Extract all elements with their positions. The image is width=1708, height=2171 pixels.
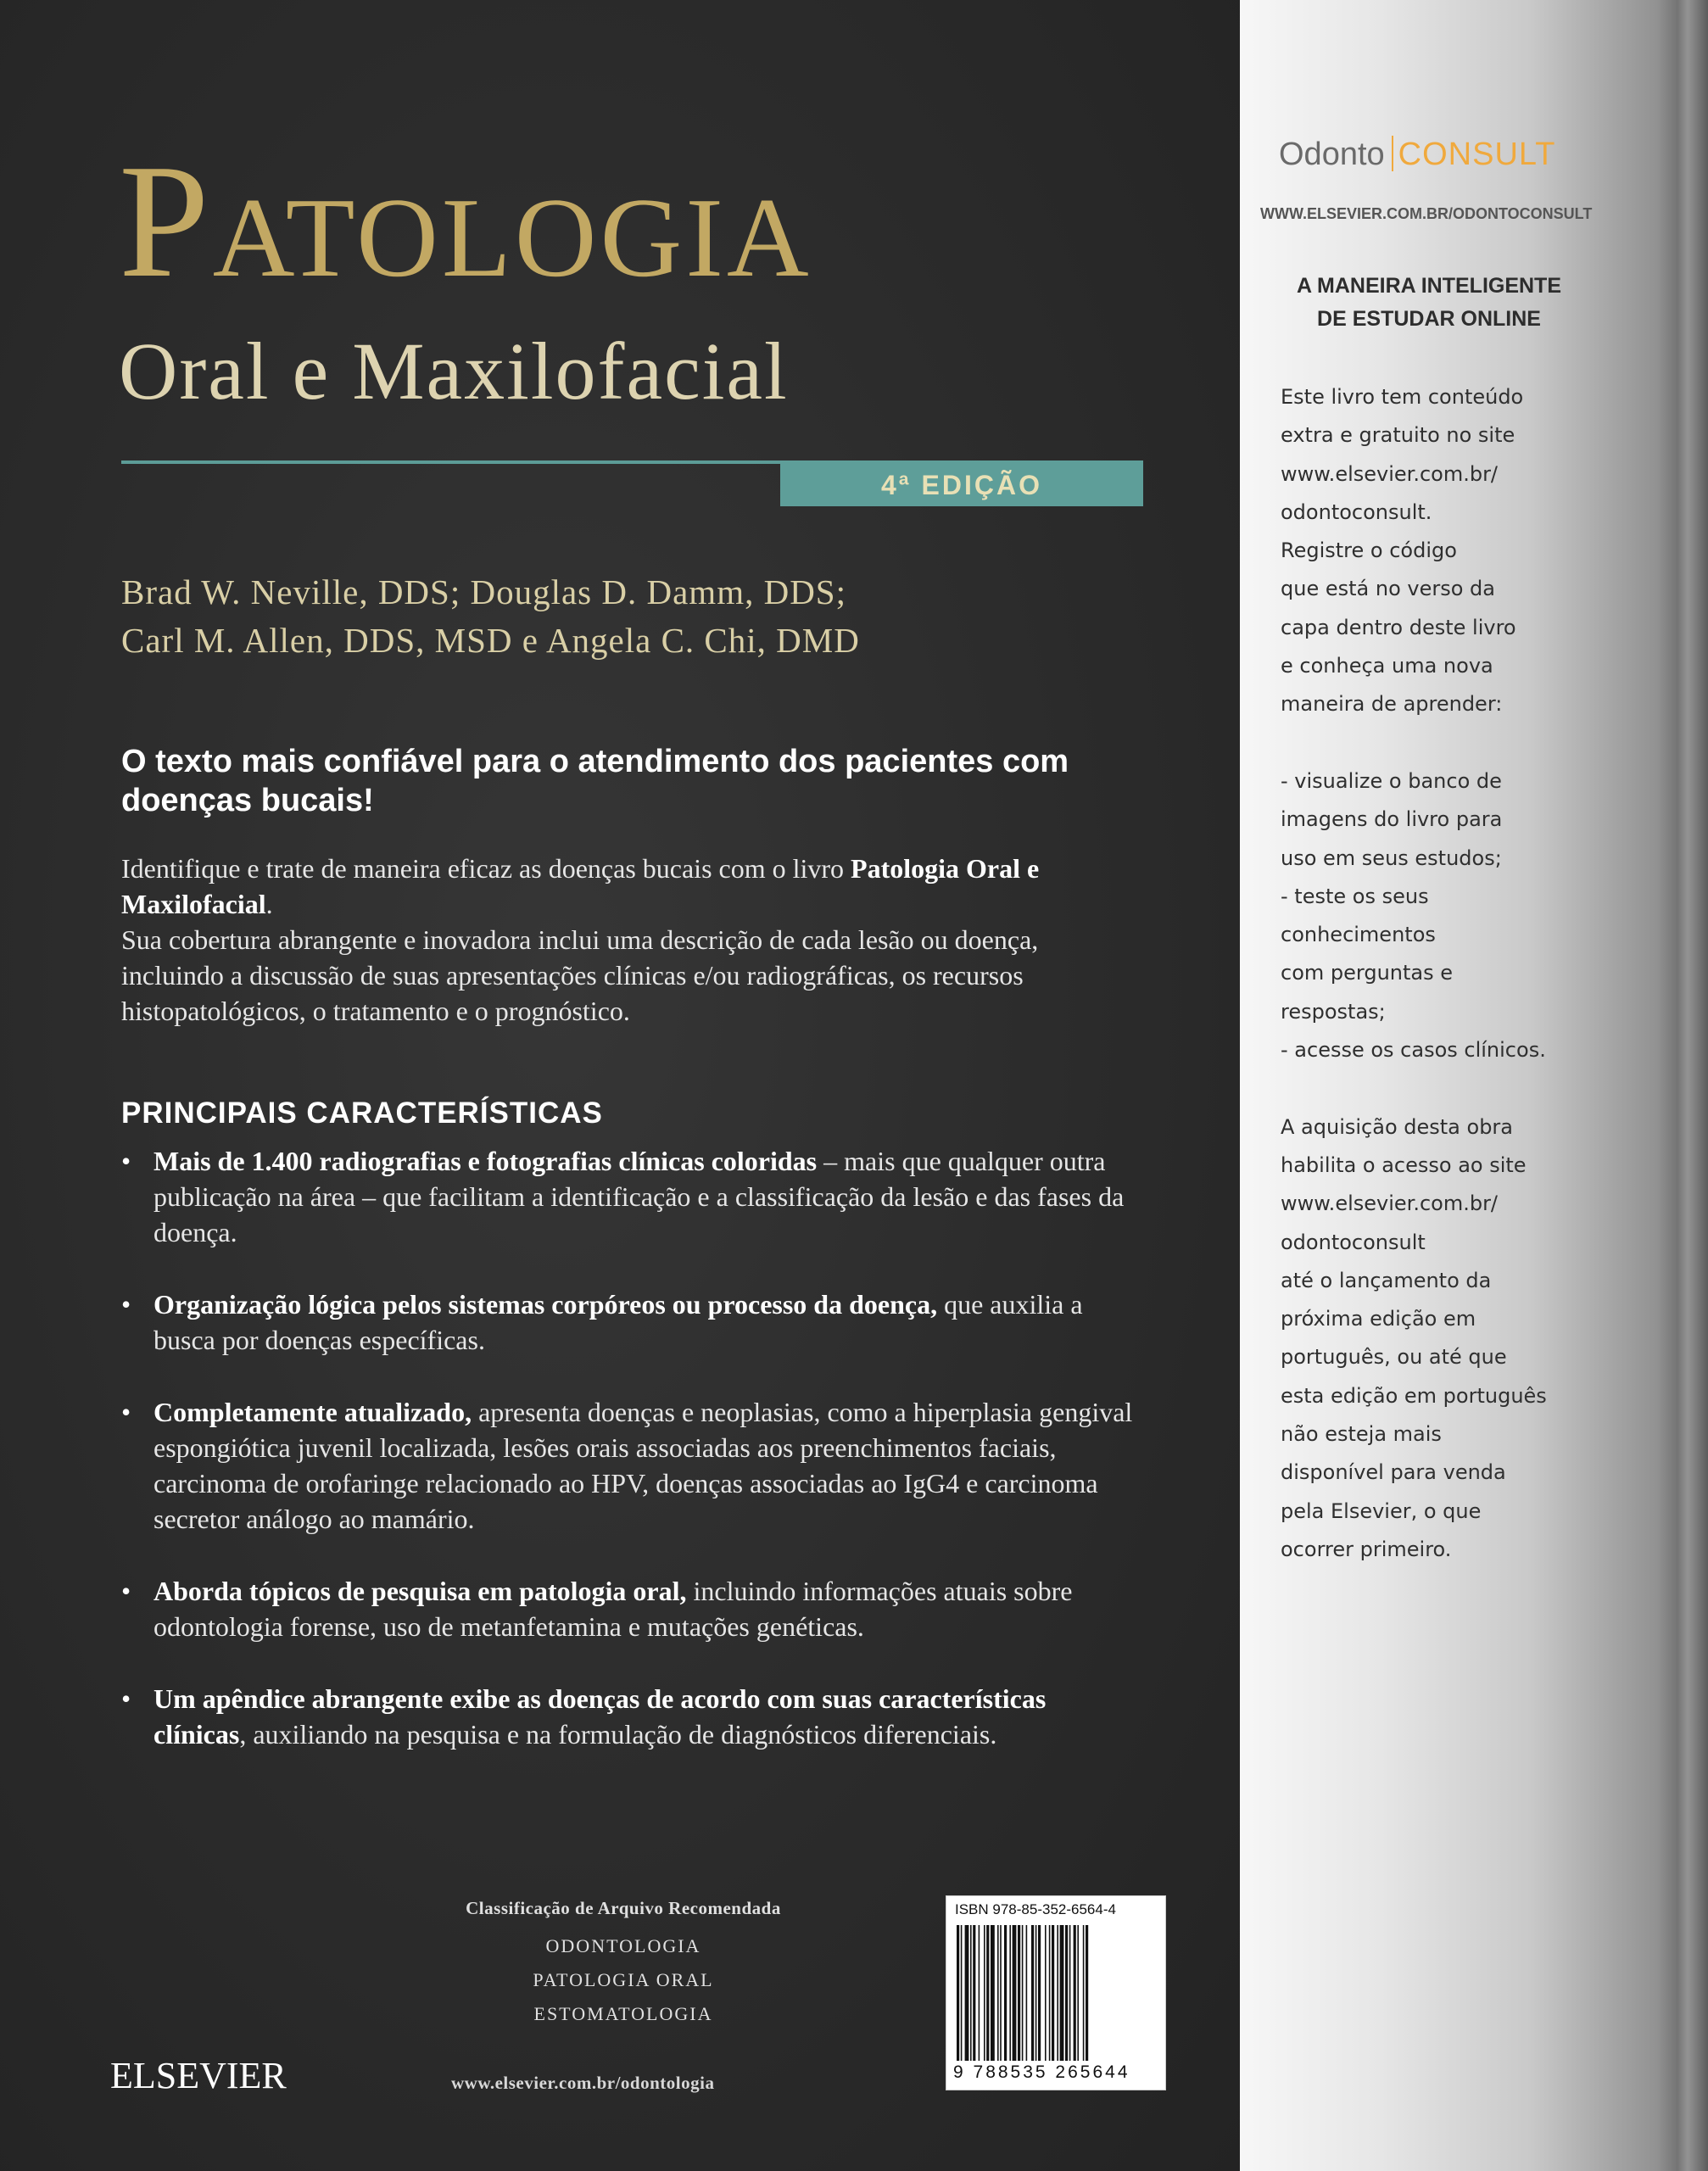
bullet: • <box>121 1397 131 1427</box>
barcode-number: 9 788535 265644 <box>953 2062 1130 2082</box>
barcode-bar <box>1038 1925 1041 2061</box>
feature-bold: Um apêndice abrangente exibe as doenças de acordo com suas características clínicas <box>153 1683 1047 1750</box>
barcode-bar <box>1018 1925 1020 2061</box>
isbn-label: ISBN 978-85-352-6564-4 <box>955 1901 1116 1917</box>
side-text-line: uso em seus estudos; <box>1281 846 1502 870</box>
barcode-bar <box>970 1925 972 2061</box>
side-text-line: português, ou até que <box>1281 1345 1507 1370</box>
barcode-bar <box>1026 1925 1028 2061</box>
side-text-line: odontoconsult <box>1281 1230 1426 1254</box>
brand-consult: CONSULT <box>1398 137 1556 172</box>
side-text-line: ocorrer primeiro. <box>1281 1537 1452 1561</box>
barcode-bar <box>1031 1925 1034 2061</box>
feature-item <box>121 1394 1139 1537</box>
side-text-line: Registre o código <box>1281 539 1457 563</box>
side-text-line: pela Elsevier, o que <box>1281 1498 1482 1523</box>
feature-text: incluindo informações atuais sobre odontologia forense, uso de metanfetamina e mutações genéticas. <box>153 1576 1073 1642</box>
barcode-bar <box>965 1925 969 2061</box>
barcode-bar <box>986 1925 989 2061</box>
feature-text: que auxilia a busca por doenças específicas. <box>153 1289 1083 1355</box>
brand-divider <box>1392 136 1393 171</box>
side-text-line: extra e gratuito no site <box>1281 423 1515 448</box>
bullet: • <box>121 1146 131 1176</box>
feature-bold: Mais de 1.400 radiografias e fotografias clínicas coloridas <box>153 1146 818 1176</box>
book-name-bold: Patologia Oral e Maxilofacial <box>121 853 1040 919</box>
barcode-bar <box>973 1925 975 2061</box>
barcode-bar <box>1077 1925 1079 2061</box>
feature-item <box>121 1143 1139 1250</box>
side-text-line: com perguntas e <box>1281 961 1454 985</box>
barcode-bar <box>1060 1925 1064 2061</box>
authors-line: Carl M. Allen, DDS, MSD e Angela C. Chi, DMD <box>121 621 860 660</box>
feature-bold: Aborda tópicos de pesquisa em patologia oral, <box>153 1576 687 1606</box>
feature-text: – mais que qualquer outra publicação na área – que facilitam a identificação e a classificação da lesão e das fases da doença. <box>153 1146 1125 1247</box>
side-text-line: até o lançamento da <box>1281 1268 1492 1292</box>
side-text-line: odontoconsult. <box>1281 499 1432 524</box>
feature-text: apresenta doenças e neoplasias, como a hiperplasia gengival espongiótica juvenil localizada, lesões orais associadas aos preenchimentos faciais, carcinoma de orofaringe relacionado ao HPV, doenças associadas ao IgG4 e carcinoma secretor análogo ao mamário. <box>153 1397 1133 1534</box>
side-text-line: habilita o acesso ao site <box>1281 1152 1527 1177</box>
description-text: Identifique e trate de maneira eficaz as doenças bucais com o livro <box>121 853 851 884</box>
side-text-line: respostas; <box>1281 999 1386 1024</box>
authors-line: Brad W. Neville, DDS; Douglas D. Damm, DDS; <box>121 572 846 611</box>
feature-item <box>121 1681 1139 1752</box>
feature-item <box>121 1286 1139 1358</box>
side-text-line: www.elsevier.com.br/ <box>1281 461 1499 486</box>
side-text-line: www.elsevier.com.br/ <box>1281 1192 1499 1216</box>
bullet: • <box>121 1576 131 1606</box>
barcode-bar <box>1004 1925 1007 2061</box>
barcode-bar <box>1045 1925 1047 2061</box>
barcode-bar <box>1022 1925 1024 2061</box>
side-text-line: A aquisição desta obra <box>1281 1114 1513 1139</box>
barcode-bar <box>1086 1925 1088 2061</box>
feature-text: , auxiliando na pesquisa e na formulação de diagnósticos diferenciais. <box>239 1719 997 1750</box>
features-heading: PRINCIPAIS CARACTERÍSTICAS <box>121 1097 603 1130</box>
classification-title: Classificação de Arquivo Recomendada <box>466 1898 781 1918</box>
bullet: • <box>121 1683 131 1714</box>
side-text-line: - acesse os casos clínicos. <box>1281 1038 1546 1063</box>
barcode-bar <box>1065 1925 1068 2061</box>
side-text-line: capa dentro deste livro <box>1281 615 1516 639</box>
side-text-line: Este livro tem conteúdo <box>1281 385 1524 409</box>
barcode-bar <box>1052 1925 1054 2061</box>
description-text: . <box>265 889 273 919</box>
feature-item <box>121 1573 1139 1644</box>
description-paragraph <box>121 851 1139 922</box>
brand-odonto: Odonto <box>1279 137 1385 172</box>
barcode <box>946 1895 1166 2090</box>
tagline <box>1272 270 1586 336</box>
barcode-bar <box>1083 1925 1085 2061</box>
authors <box>121 568 1139 665</box>
edition-badge: 4ª EDIÇÃO <box>780 460 1143 506</box>
feature-bold: Organização lógica pelos sistemas corpóreos ou processo da doença, <box>153 1289 938 1320</box>
tagline-line: DE ESTUDAR ONLINE <box>1317 307 1541 331</box>
barcode-bar <box>1049 1925 1051 2061</box>
book-subtitle: Oral e Maxilofacial <box>119 326 789 416</box>
features-list <box>121 1143 1139 1752</box>
barcode-bar <box>961 1925 963 2061</box>
classification-block <box>424 1898 823 2031</box>
description-paragraph: Sua cobertura abrangente e inovadora inclui uma descrição de cada lesão ou doença, incluindo a discussão de suas apresentações clínicas e/ou radiográficas, os recursos histopatológicos, o tratamento e o prognóstico. <box>121 924 1039 1026</box>
classification-item: PATOLOGIA ORAL <box>533 1969 714 1990</box>
barcode-bar <box>1057 1925 1058 2061</box>
tagline-line: A MANEIRA INTELIGENTE <box>1296 274 1562 298</box>
bullet: • <box>121 1289 131 1320</box>
classification-item: ESTOMATOLOGIA <box>533 2003 713 2024</box>
side-text-line: que está no verso da <box>1281 577 1495 601</box>
side-text-line: conhecimentos <box>1281 923 1436 947</box>
side-text-line: - visualize o banco de <box>1281 768 1502 793</box>
barcode-bars <box>957 1925 1155 2061</box>
book-title: Patologia <box>119 131 812 311</box>
side-text-line: - teste os seus <box>1281 884 1429 908</box>
side-text-line: próxima edição em <box>1281 1307 1476 1331</box>
description <box>121 851 1139 1029</box>
publisher-url: www.elsevier.com.br/odontologia <box>451 2073 715 2093</box>
side-text-line: imagens do livro para <box>1281 807 1503 832</box>
odontoconsult-logo <box>1279 136 1555 173</box>
side-text-line: e conheça uma nova <box>1281 654 1493 678</box>
side-text-line: esta edição em português <box>1281 1383 1547 1408</box>
lead-statement: O texto mais confiável para o atendimento dos pacientes com doenças bucais! <box>121 744 1069 818</box>
barcode-bar <box>1069 1925 1071 2061</box>
barcode-bar <box>1000 1925 1002 2061</box>
barcode-bar <box>984 1925 985 2061</box>
barcode-bar <box>1074 1925 1076 2061</box>
paragraph-gap <box>1281 1069 1620 1108</box>
barcode-bar <box>957 1925 959 2061</box>
barcode-bar <box>979 1925 980 2061</box>
barcode-bar <box>1013 1925 1017 2061</box>
side-description <box>1281 378 1620 1569</box>
publisher-logo: ELSEVIER <box>110 2055 287 2096</box>
barcode-bar <box>991 1925 995 2061</box>
paragraph-gap <box>1281 724 1620 762</box>
side-text-line: não esteja mais <box>1281 1422 1442 1447</box>
barcode-bar <box>1035 1925 1037 2061</box>
barcode-bar <box>1009 1925 1011 2061</box>
side-text-line: disponível para venda <box>1281 1460 1506 1485</box>
brand-url: WWW.ELSEVIER.COM.BR/ODONTOCONSULT <box>1260 205 1593 222</box>
side-text-line: maneira de aprender: <box>1281 692 1503 717</box>
classification-item: ODONTOLOGIA <box>545 1935 701 1956</box>
barcode-bar <box>997 1925 999 2061</box>
feature-bold: Completamente atualizado, <box>153 1397 472 1427</box>
